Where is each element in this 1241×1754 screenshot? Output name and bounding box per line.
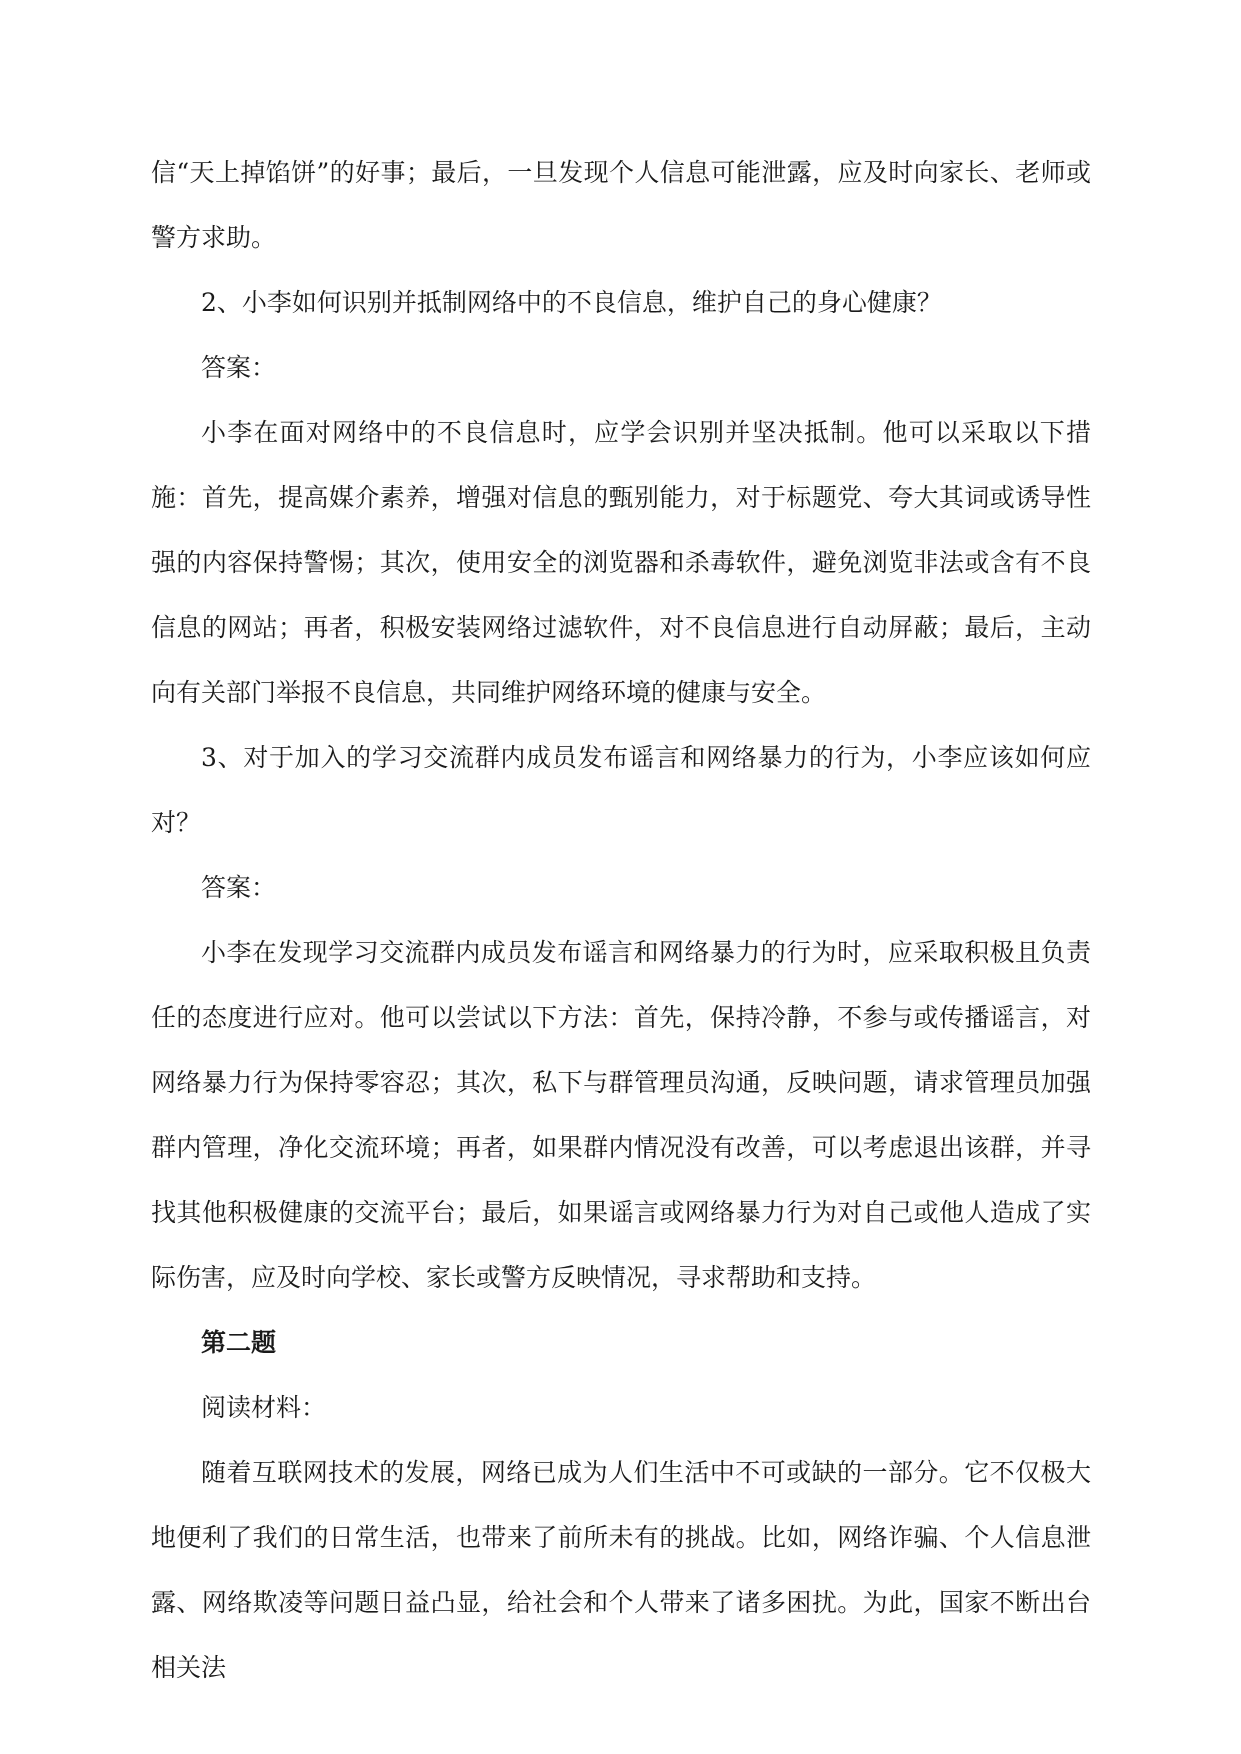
paragraph-continued-answer: 信“天上掉馅饼”的好事；最后，一旦发现个人信息可能泄露，应及时向家长、老师或警方求助。 bbox=[151, 158, 1091, 252]
document-body bbox=[151, 140, 1091, 1700]
question-3: 3、对于加入的学习交流群内成员发布谣言和网络暴力的行为，小李应该如何应对？ bbox=[151, 743, 1091, 837]
section-heading: 第二题 bbox=[201, 1328, 277, 1357]
reading-material-text: 随着互联网技术的发展，网络已成为人们生活中不可或缺的一部分。它不仅极大地便利了我们的日常生活，也带来了前所未有的挑战。比如，网络诈骗、个人信息泄露、网络欺凌等问题日益凸显，给社会和个人带来了诸多困扰。为此，国家不断出台相关法 bbox=[151, 1458, 1091, 1682]
answer-label-2: 答案： bbox=[201, 353, 277, 382]
answer-label-3: 答案： bbox=[201, 873, 277, 902]
answer-2-text: 小李在面对网络中的不良信息时，应学会识别并坚决抵制。他可以采取以下措施：首先，提高媒介素养，增强对信息的甄别能力，对于标题党、夸大其词或诱导性强的内容保持警惕；其次，使用安全的浏览器和杀毒软件，避免浏览非法或含有不良信息的网站；再者，积极安装网络过滤软件，对不良信息进行自动屏蔽；最后，主动向有关部门举报不良信息，共同维护网络环境的健康与安全。 bbox=[151, 418, 1091, 707]
reading-material-label: 阅读材料： bbox=[201, 1393, 327, 1422]
answer-3-text: 小李在发现学习交流群内成员发布谣言和网络暴力的行为时，应采取积极且负责任的态度进行应对。他可以尝试以下方法：首先，保持冷静，不参与或传播谣言，对网络暴力行为保持零容忍；其次，私下与群管理员沟通，反映问题，请求管理员加强群内管理，净化交流环境；再者，如果群内情况没有改善，可以考虑退出该群，并寻找其他积极健康的交流平台；最后，如果谣言或网络暴力行为对自己或他人造成了实际伤害，应及时向学校、家长或警方反映情况，寻求帮助和支持。 bbox=[151, 938, 1091, 1292]
question-2: 2、小李如何识别并抵制网络中的不良信息，维护自己的身心健康？ bbox=[201, 288, 942, 317]
